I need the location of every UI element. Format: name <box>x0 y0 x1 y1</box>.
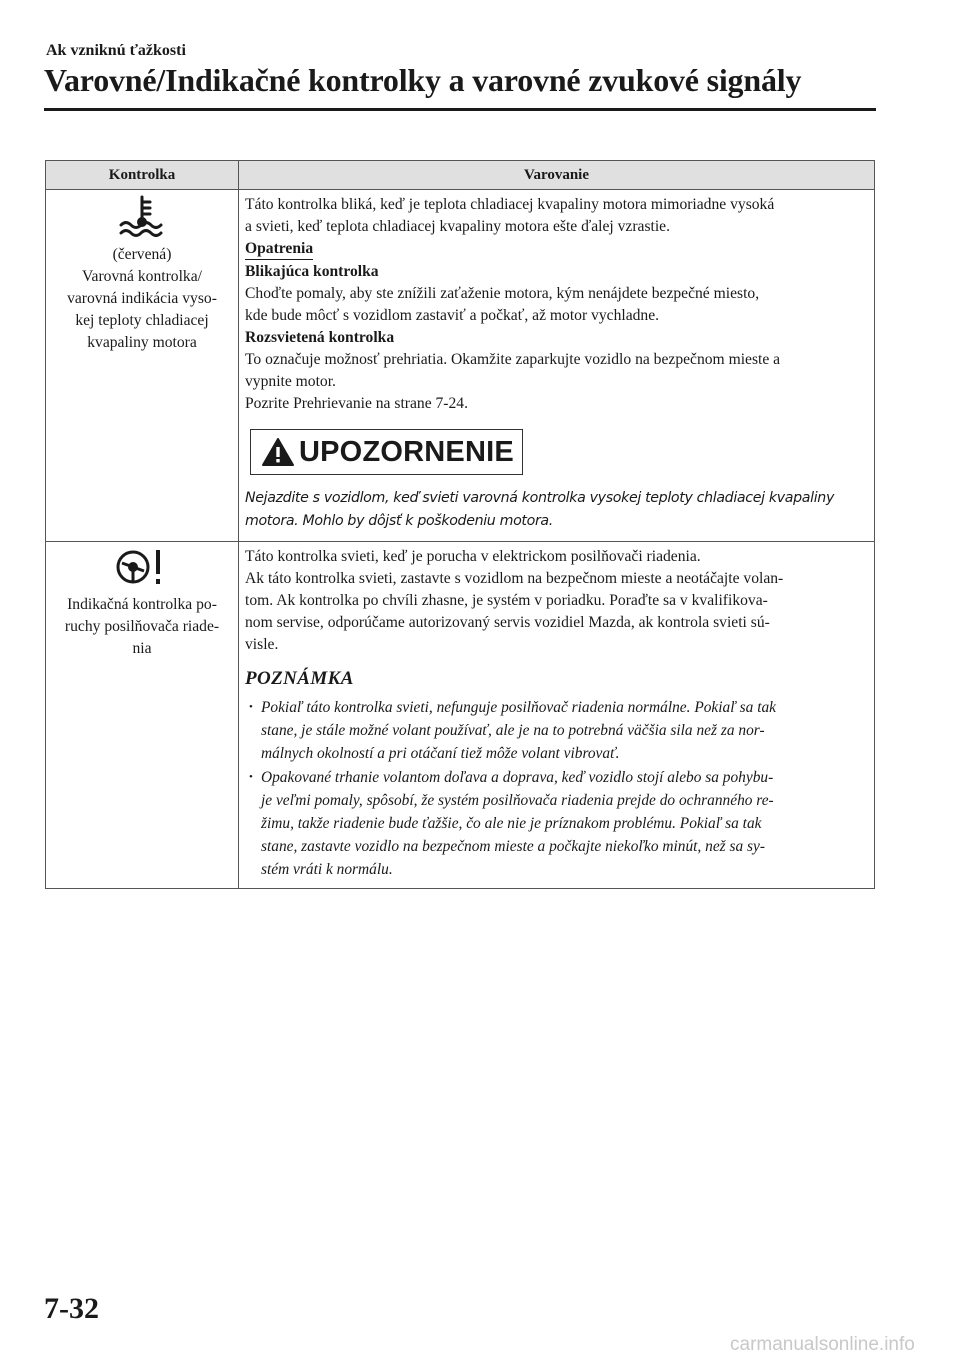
text-line: vypnite motor. <box>245 373 336 390</box>
text-line: Pozrite Prehrievanie na strane 7-24. <box>245 395 468 412</box>
page-title: Varovné/Indikačné kontrolky a varovné zvukové signály <box>44 62 802 98</box>
warning-triangle-icon <box>261 437 295 467</box>
page-number: 7-32 <box>44 1292 99 1325</box>
column-header-warning: Varovanie <box>239 161 875 190</box>
caution-label: UPOZORNENIE <box>299 436 514 468</box>
indicator-cell-power-steering <box>46 542 239 889</box>
text-line: Ak táto kontrolka svieti, zastavte s vozidlom na bezpečnom mieste a neotáčajte volan- <box>245 570 784 587</box>
power-steering-warning-icon <box>113 546 171 588</box>
note-line: málnych okolností a pri otáčaní tiež môže volant vibrovať. <box>261 745 620 762</box>
note-line: stane, zastavte vozidlo na bezpečnom mieste a počkajte niekoľko minút, než sa sy- <box>261 838 765 855</box>
column-header-indicator: Kontrolka <box>46 161 239 190</box>
indicator-line: (červená) <box>112 246 172 263</box>
caution-text-line: motora. Mohlo by dôjsť k poškodeniu motora. <box>245 513 553 529</box>
warning-lights-table <box>45 160 875 889</box>
blinking-heading: Blikajúca kontrolka <box>245 263 379 280</box>
coolant-temperature-icon <box>117 194 167 238</box>
notes-list <box>245 696 870 881</box>
table-header-row <box>46 161 875 190</box>
indicator-line: kej teploty chladiacej <box>75 312 209 329</box>
list-item <box>245 766 870 881</box>
note-heading: POZNÁMKA <box>245 668 354 689</box>
indicator-line: Varovná kontrolka/ <box>82 268 202 285</box>
watermark: carmanualsonline.info <box>730 1334 915 1355</box>
text-line: tom. Ak kontrolka po chvíli zhasne, je systém v poriadku. Poraďte sa v kvalifikova- <box>245 592 768 609</box>
note-line: • Opakované trhanie volantom doľava a doprava, keď vozidlo stojí alebo sa pohybu- <box>261 769 774 786</box>
text-line: visle. <box>245 636 279 653</box>
indicator-line: nia <box>132 640 152 657</box>
measures-heading: Opatrenia <box>245 239 313 260</box>
caution-banner <box>250 429 523 475</box>
table-row <box>46 542 875 889</box>
warning-cell-power-steering <box>239 542 875 889</box>
warning-cell-coolant <box>239 190 875 542</box>
list-item <box>245 696 870 765</box>
indicator-line: Indikačná kontrolka po- <box>67 596 217 613</box>
text-line: a svieti, keď teplota chladiacej kvapaliny motora ešte ďalej vzrastie. <box>245 218 670 235</box>
text-line: To označuje možnosť prehriatia. Okamžite zaparkujte vozidlo na bezpečnom mieste a <box>245 351 781 368</box>
indicator-line: ruchy posilňovača riade- <box>64 618 220 635</box>
section-label: Ak vzniknú ťažkosti <box>46 42 186 59</box>
text-line: nom servise, odporúčame autorizovaný servis vozidiel Mazda, ak kontrola svieti sú- <box>245 614 770 631</box>
text-line: Choďte pomaly, aby ste znížili zaťaženie motora, kým nenájdete bezpečné miesto, <box>245 285 760 302</box>
text-line: Táto kontrolka svieti, keď je porucha v elektrickom posilňovači riadenia. <box>245 548 701 565</box>
note-line: stane, je stále možné volant používať, ale je na to potrebná väčšia sila než za nor- <box>261 722 765 739</box>
note-line: stém vráti k normálu. <box>261 861 393 878</box>
note-line: žimu, takže riadenie bude ťažšie, čo ale nie je príznakom problému. Pokiaľ sa tak <box>261 815 762 832</box>
text-line: kde bude môcť s vozidlom zastaviť a počkať, až motor vychladne. <box>245 307 660 324</box>
indicator-cell-coolant <box>46 190 239 542</box>
indicator-line: kvapaliny motora <box>87 334 197 351</box>
title-rule <box>44 108 876 111</box>
table-row <box>46 190 875 542</box>
note-line: je veľmi pomaly, spôsobí, že systém posilňovača riadenia prejde do ochranného re- <box>261 792 774 809</box>
note-line: • Pokiaľ táto kontrolka svieti, nefunguje posilňovač riadenia normálne. Pokiaľ sa tak <box>261 699 777 716</box>
lit-heading: Rozsvietená kontrolka <box>245 329 395 346</box>
caution-text-line: Nejazdite s vozidlom, keď svieti varovná kontrolka vysokej teploty chladiacej kvapaliny <box>245 490 834 506</box>
indicator-line: varovná indikácia vyso- <box>67 290 217 307</box>
text-line: Táto kontrolka bliká, keď je teplota chladiacej kvapaliny motora mimoriadne vysoká <box>245 196 775 213</box>
